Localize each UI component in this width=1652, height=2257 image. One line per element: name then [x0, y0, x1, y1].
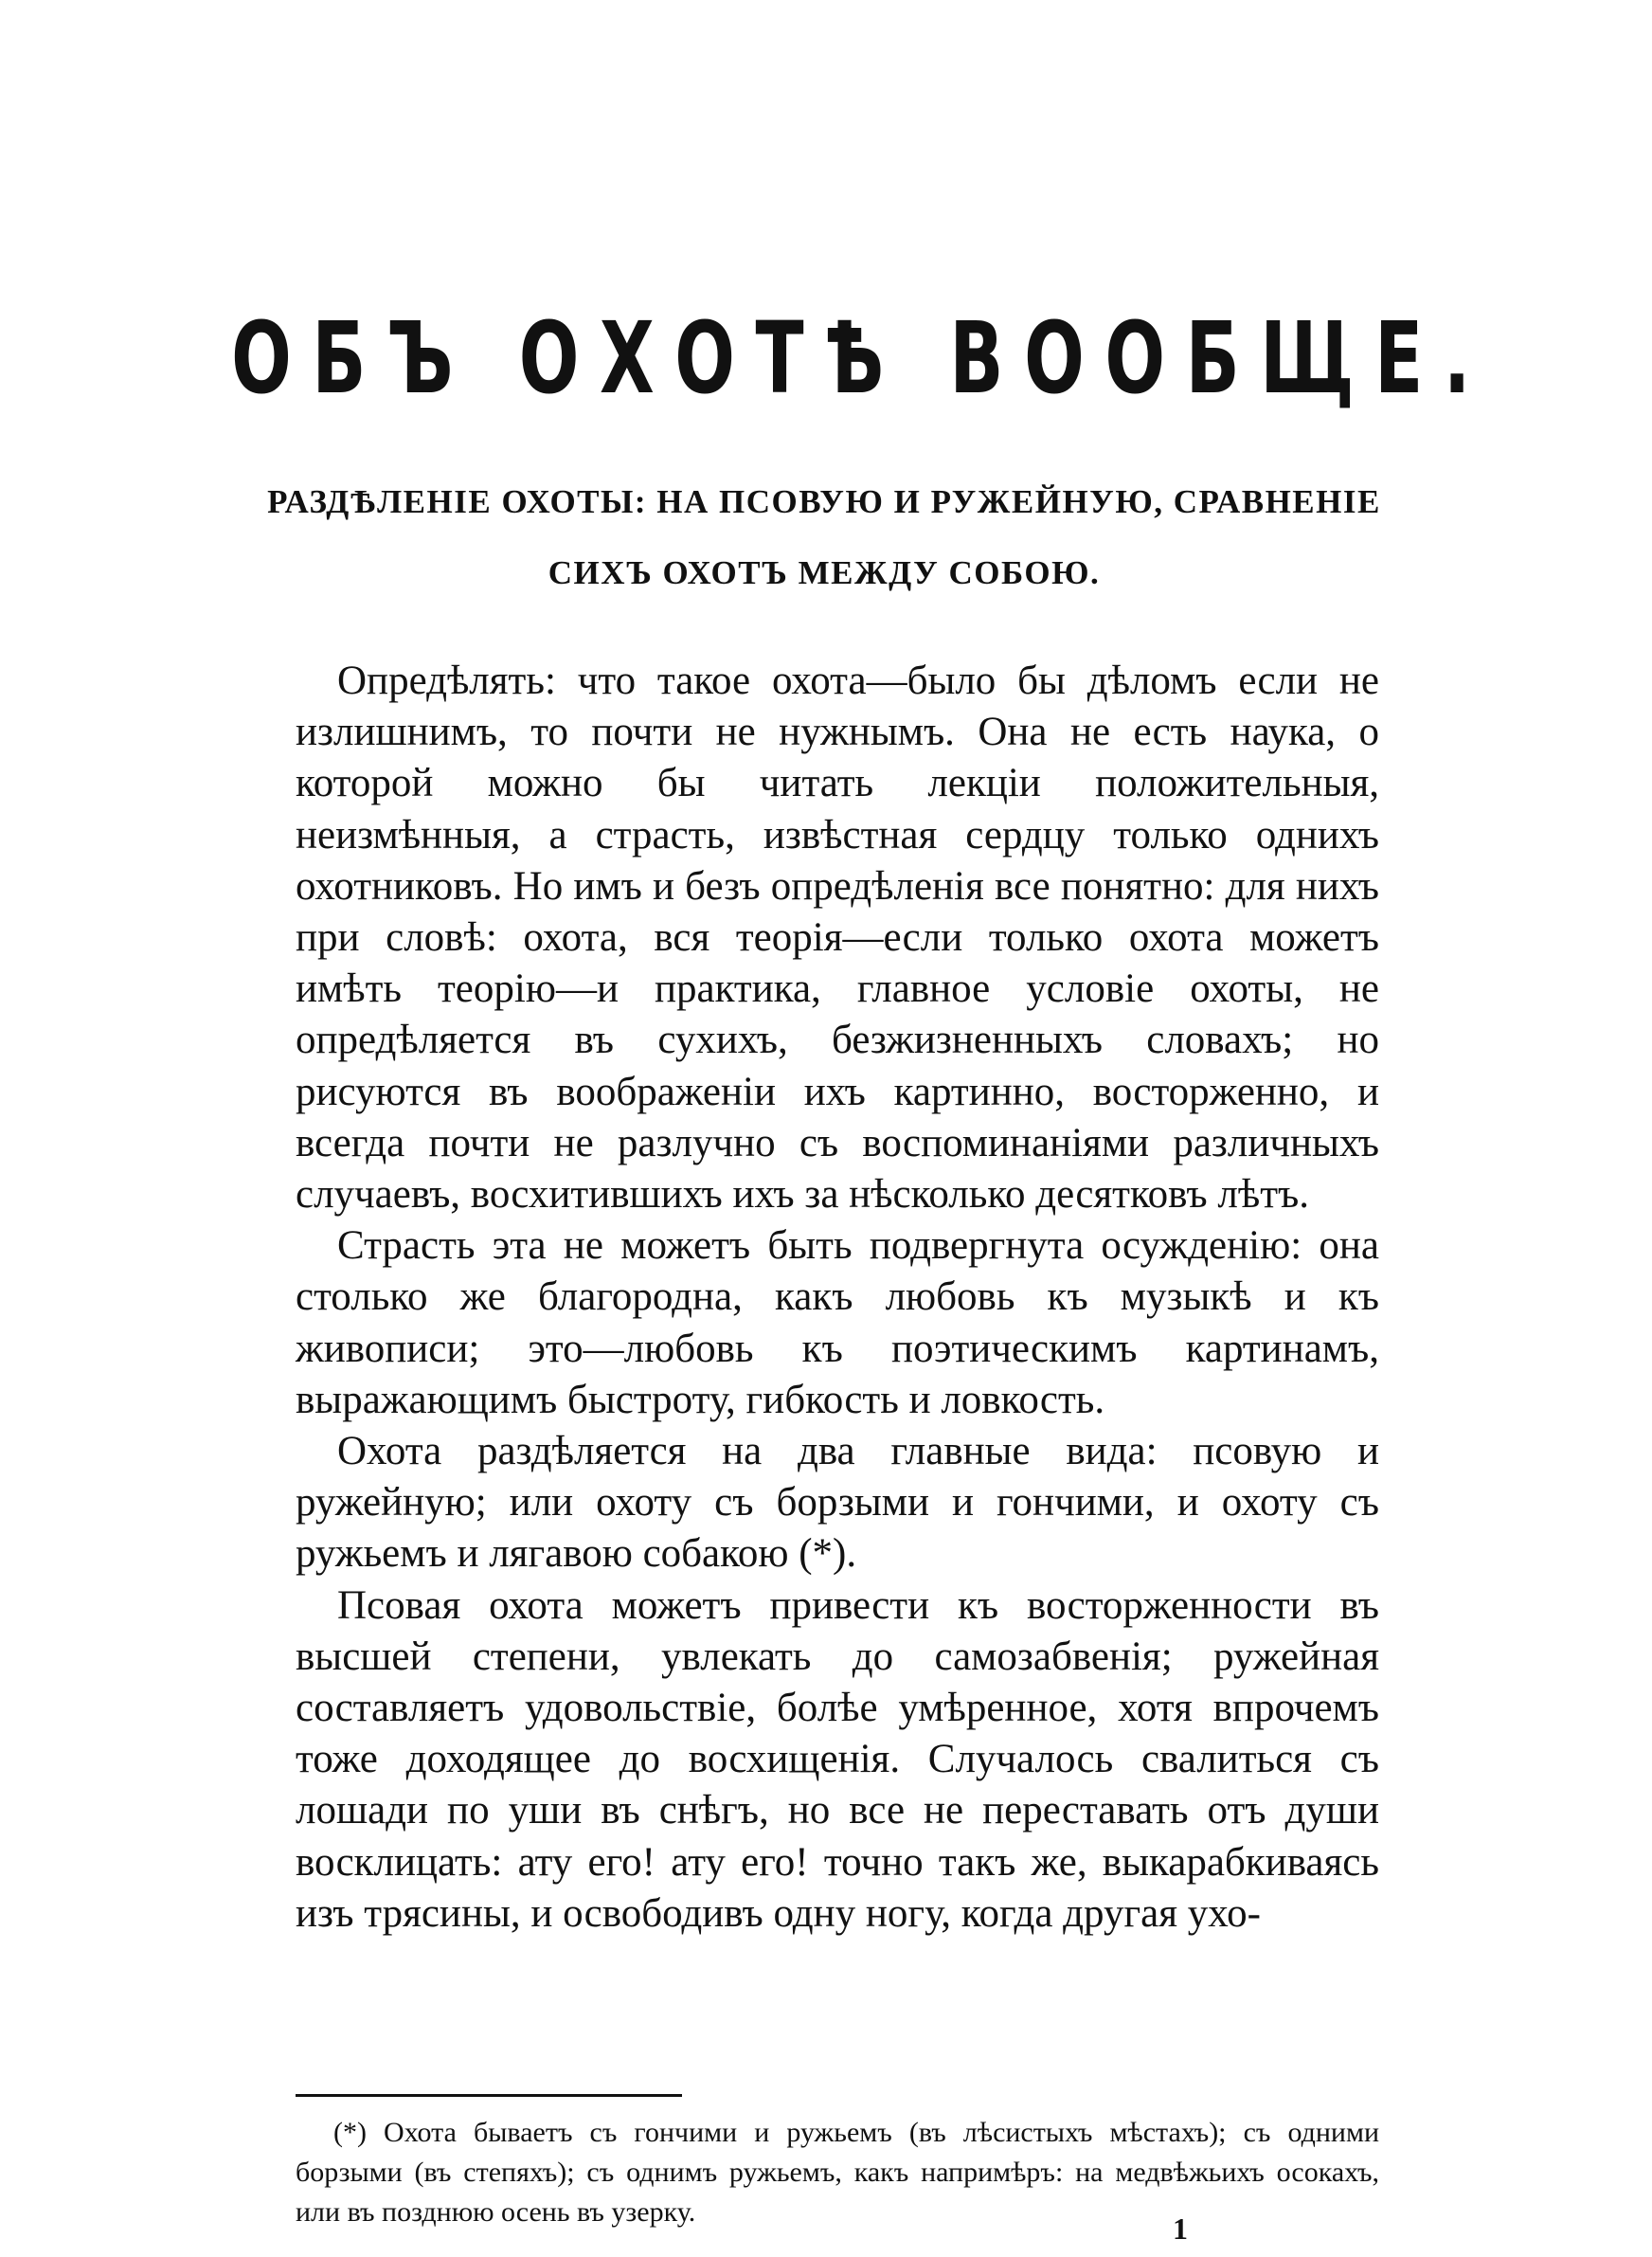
chapter-title: ОБЪ ОХОТѢ ВООБЩЕ. — [231, 300, 1491, 416]
footnote-divider — [296, 2094, 682, 2097]
paragraph-2: Страсть эта не можетъ быть подвергнута осужденію: она столько же благородна, какъ любовь къ музыкѣ и къ живописи; это—любовь къ поэтическимъ картинамъ, выражающимъ быстроту, гибкость и ловкость. — [296, 1223, 1379, 1422]
chapter-subtitle-line-1: РАЗДѢЛЕНІЕ ОХОТЫ: НА ПСОВУЮ И РУЖЕЙНУЮ, СРАВНЕНІЕ — [267, 483, 1381, 520]
footnote-text: (*) Охота бываетъ съ гончими и ружьемъ (въ лѣсистыхъ мѣстахъ); съ одними борзыми (въ степяхъ); съ однимъ ружьемъ, какъ напримѣръ: на медвѣжьихъ осокахъ, или въ позднюю осень въ узерку. — [296, 2117, 1379, 2228]
page-number: 1 — [1173, 2212, 1188, 2246]
paragraph-1: Опредѣлять: что такое охота—было бы дѣломъ если не излишнимъ, то почти не нужнымъ. Она не есть наука, о которой можно бы читать лекціи положительныя, неизмѣнныя, а страсть, извѣстная сердцу только однихъ охотниковъ. Но имъ и безъ опредѣленія все понятно: для нихъ при словѣ: охота, вся теорія—если только охота можетъ имѣть теорію—и практика, главное условіе охоты, не опредѣляется въ сухихъ, безжизненныхъ словахъ; но рисуются въ воображеніи ихъ картинно, восторженно, и всегда почти не разлучно съ воспоминаніями различныхъ случаевъ, восхитившихъ ихъ за нѣсколько десятковъ лѣтъ. — [296, 659, 1379, 1218]
footnote — [296, 2113, 1379, 2232]
chapter-subtitle-line-2: СИХЪ ОХОТЪ МЕЖДУ СОБОЮ. — [548, 554, 1101, 591]
paragraph-3: Охота раздѣляется на два главные вида: псовую и ружейную; или охоту съ борзыми и гончими, и охоту съ ружьемъ и лягавою собакою (*). — [296, 1429, 1379, 1577]
paragraph-4: Псовая охота можетъ привести къ восторженности въ высшей степени, увлекать до самозабвенія; ружейная составляетъ удовольствіе, болѣе умѣренное, хотя впрочемъ тоже доходящее до восхищенія. Случалось свалиться съ лошади по уши въ снѣгъ, но все не переставать отъ души восклицать: ату его! ату его! точно такъ же, выкарабкиваясь изъ трясины, и освободивъ одну ногу, когда другая ухо- — [296, 1582, 1379, 1936]
body-text — [296, 656, 1379, 1940]
